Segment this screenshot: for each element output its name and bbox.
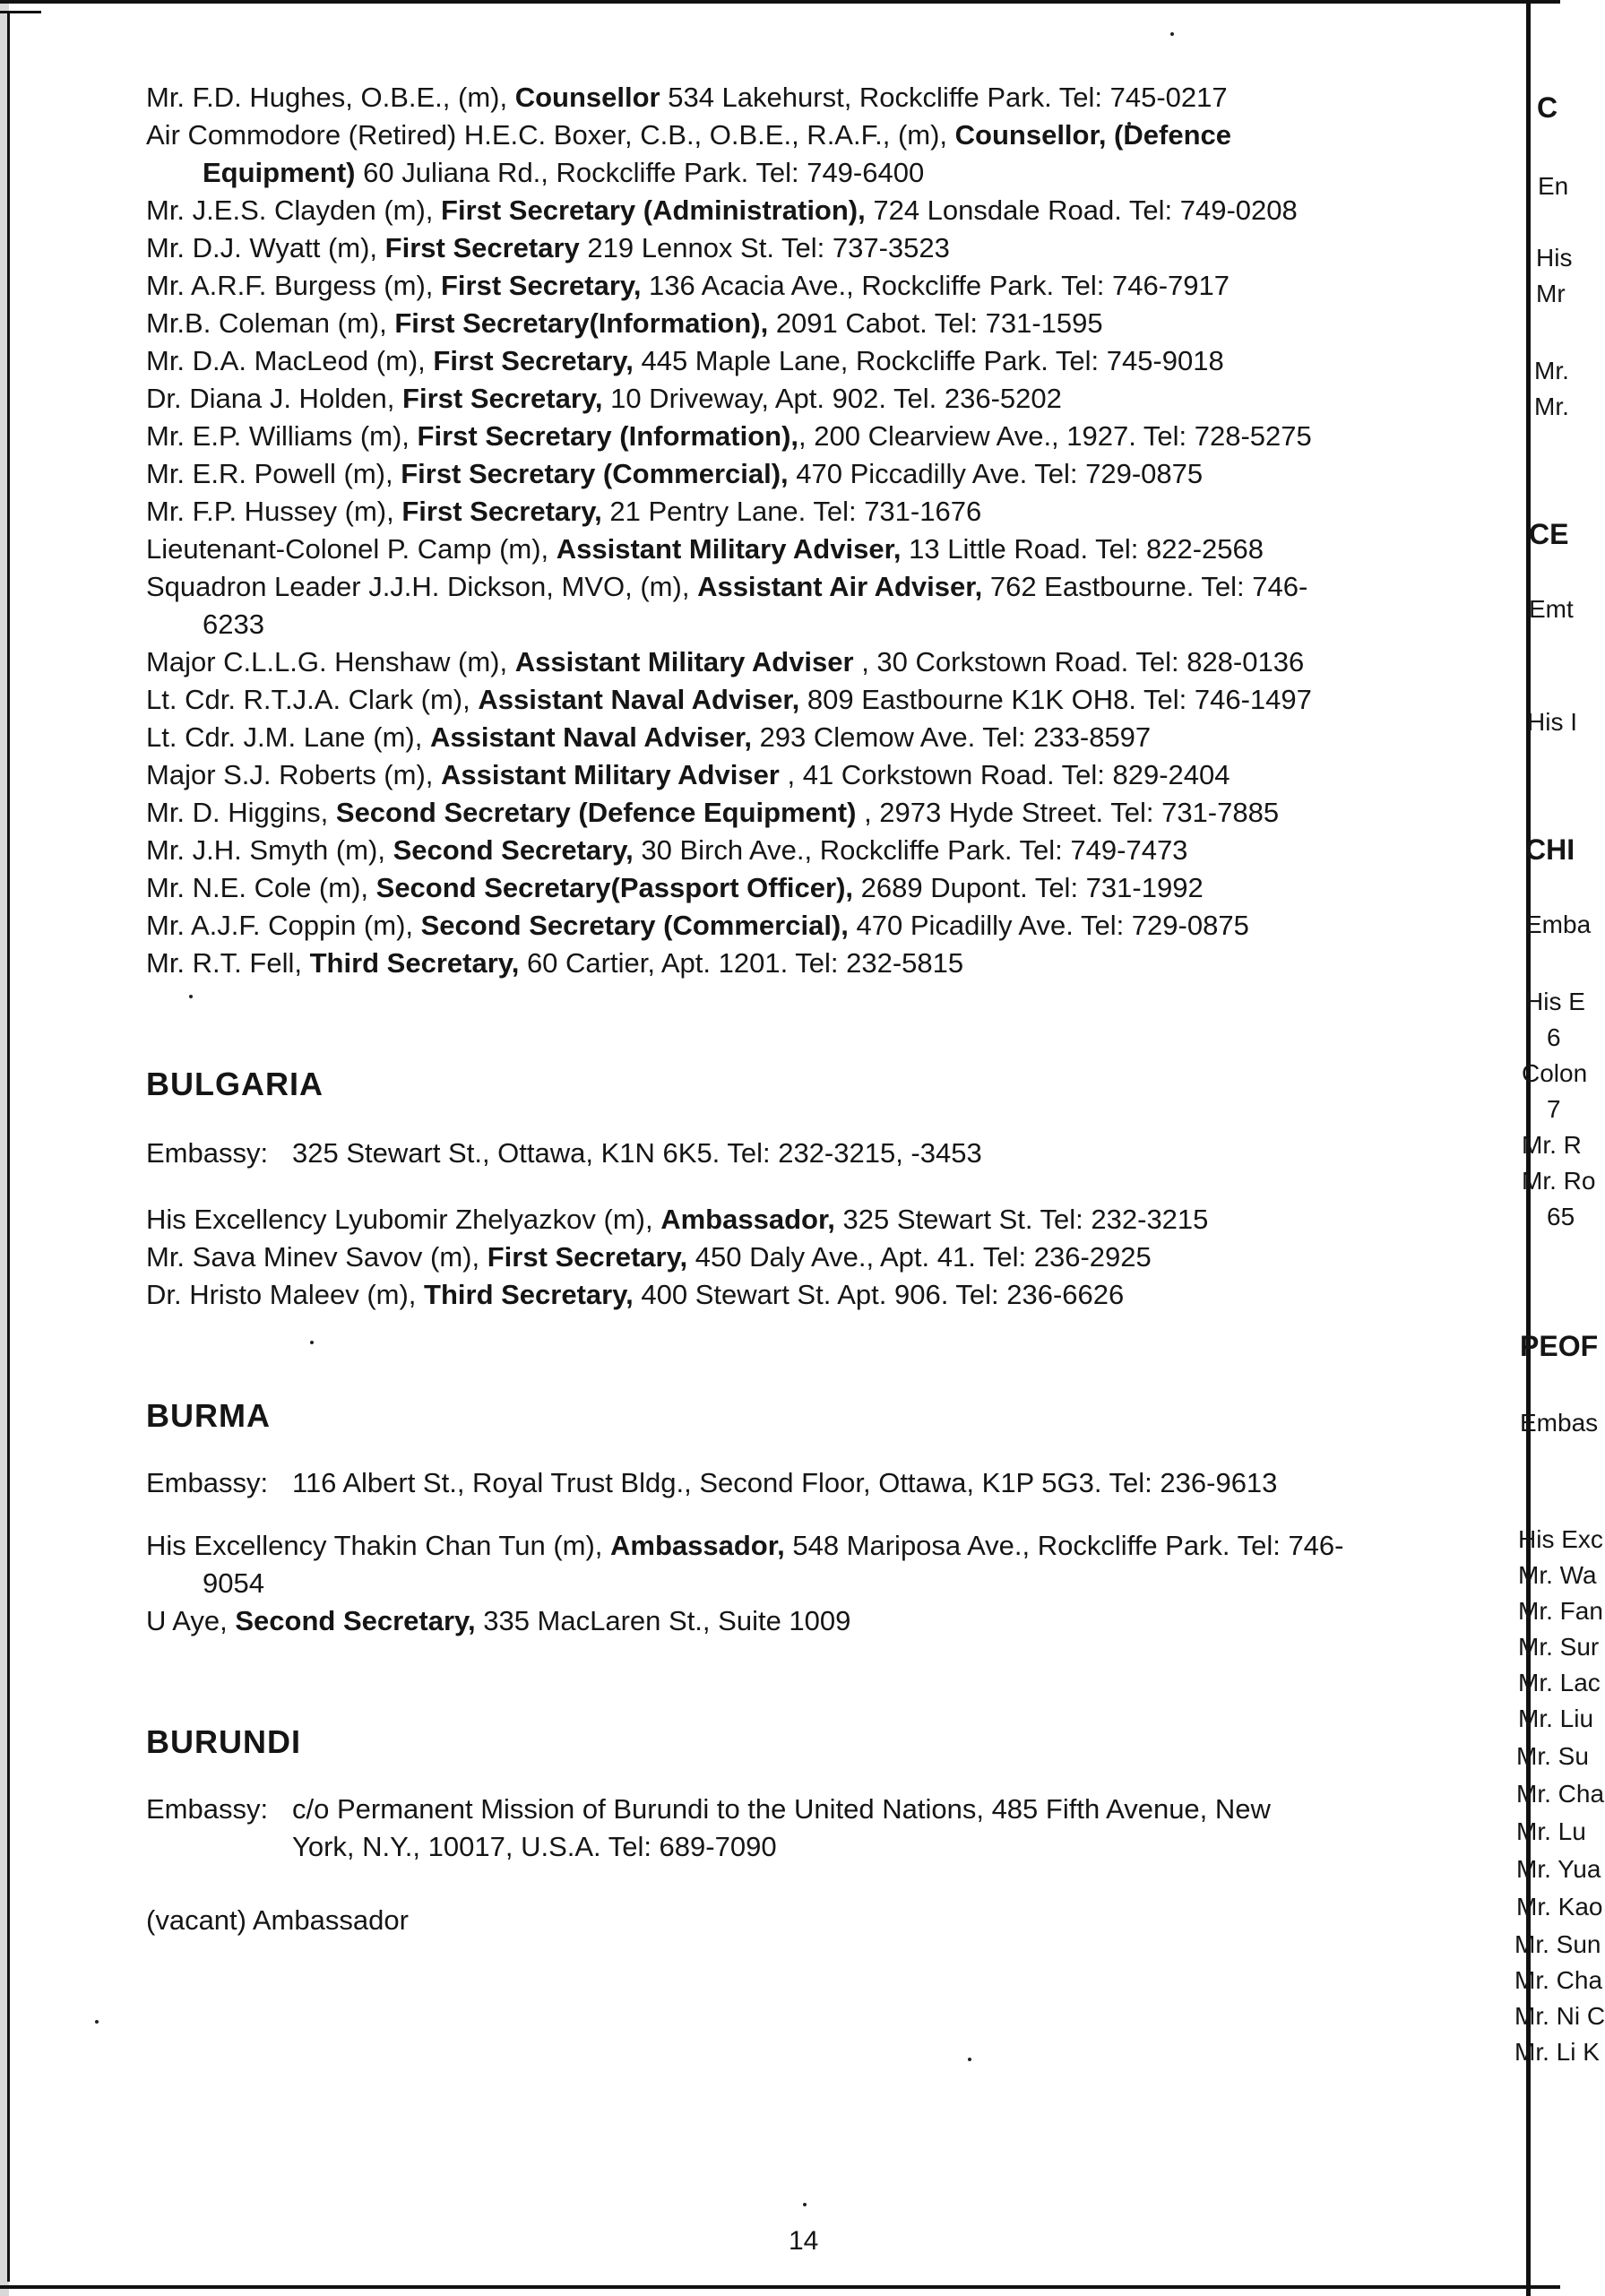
scan-speck <box>95 2020 99 2024</box>
embassy-address-continuation: York, N.Y., 10017, U.S.A. Tel: 689-7090 <box>292 1831 777 1862</box>
staff-list <box>146 1201 1463 1314</box>
adjacent-fragment: Mr. Li K <box>1514 2038 1600 2066</box>
adjacent-fragment: Mr. Sun <box>1514 1930 1601 1958</box>
staff-entry: Mr. J.E.S. Clayden (m), First Secretary (Administration), 724 Lonsdale Road. Tel: 749-0208 <box>146 194 1298 226</box>
section-heading: BURUNDI <box>146 1723 301 1760</box>
staff-entry-continuation: 6233 <box>203 609 264 640</box>
adjacent-fragment: Mr. Cha <box>1516 1780 1605 1808</box>
staff-entry: Mr. A.R.F. Burgess (m), First Secretary, 136 Acacia Ave., Rockcliffe Park. Tel: 746-7917 <box>146 270 1230 301</box>
adjacent-fragment: Mr <box>1536 280 1566 307</box>
staff-entry: Major S.J. Roberts (m), Assistant Military Adviser , 41 Corkstown Road. Tel: 829-2404 <box>146 759 1230 790</box>
adjacent-fragment: 7 <box>1547 1095 1561 1123</box>
staff-entry: Squadron Leader J.J.H. Dickson, MVO, (m), Assistant Air Adviser, 762 Eastbourne. Tel: 746- <box>146 571 1308 602</box>
staff-entry: Dr. Diana J. Holden, First Secretary, 10 Driveway, Apt. 902. Tel. 236-5202 <box>146 383 1062 414</box>
staff-entry: Mr. D.A. MacLeod (m), First Secretary, 445 Maple Lane, Rockcliffe Park. Tel: 745-9018 <box>146 345 1224 376</box>
adjacent-fragment: Colon <box>1522 1059 1588 1087</box>
adjacent-fragment: 6 <box>1547 1023 1561 1051</box>
adjacent-fragment: Embas <box>1520 1409 1599 1437</box>
staff-entry: U Aye, Second Secretary, 335 MacLaren St., Suite 1009 <box>146 1605 851 1636</box>
adjacent-fragment: Mr. Kao <box>1516 1893 1603 1921</box>
adjacent-fragment: Mr. Fan <box>1518 1597 1603 1625</box>
adjacent-fragment: Mr. Yua <box>1516 1855 1601 1883</box>
adjacent-fragment: His <box>1536 244 1573 272</box>
staff-entry-continuation: 9054 <box>203 1567 264 1599</box>
scan-speck <box>803 2203 807 2206</box>
section-burundi <box>146 1722 1463 1939</box>
scan-corner-mark <box>0 0 41 13</box>
section-bulgaria <box>146 1065 1463 1314</box>
scan-speck <box>1170 32 1174 36</box>
staff-entry: Major C.L.L.G. Henshaw (m), Assistant Military Adviser , 30 Corkstown Road. Tel: 828-0136 <box>146 646 1305 678</box>
embassy-address: Embassy: c/o Permanent Mission of Burundi to the United Nations, 485 Fifth Avenue, New <box>146 1793 1271 1825</box>
staff-entry: Dr. Hristo Maleev (m), Third Secretary, 400 Stewart St. Apt. 906. Tel: 236-6626 <box>146 1279 1125 1310</box>
staff-list <box>146 79 1463 982</box>
staff-entry: Mr. Sava Minev Savov (m), First Secretary, 450 Daly Ave., Apt. 41. Tel: 236-2925 <box>146 1241 1152 1273</box>
scan-left-border <box>7 13 10 2282</box>
adjacent-fragment: Mr. Lu <box>1516 1817 1586 1845</box>
staff-entry: Mr. N.E. Cole (m), Second Secretary(Passport Officer), 2689 Dupont. Tel: 731-1992 <box>146 872 1204 903</box>
section-burma <box>146 1396 1463 1640</box>
scan-bottom-border <box>0 2285 1560 2289</box>
section-heading: BURMA <box>146 1397 271 1434</box>
staff-entry: Mr. F.P. Hussey (m), First Secretary, 21 Pentry Lane. Tel: 731-1676 <box>146 496 982 527</box>
staff-entry: Lt. Cdr. R.T.J.A. Clark (m), Assistant Naval Adviser, 809 Eastbourne K1K OH8. Tel: 746-1497 <box>146 684 1312 715</box>
staff-entry: His Excellency Lyubomir Zhelyazkov (m), Ambassador, 325 Stewart St. Tel: 232-3215 <box>146 1204 1209 1235</box>
adjacent-fragment: 65 <box>1547 1203 1575 1230</box>
adjacent-fragment: Mr. Ro <box>1522 1167 1596 1195</box>
staff-entry: His Excellency Thakin Chan Tun (m), Ambassador, 548 Mariposa Ave., Rockcliffe Park. Tel: 746- <box>146 1530 1344 1561</box>
page-number: 14 <box>789 2226 819 2256</box>
vacant-ambassador: (vacant) Ambassador <box>146 1904 409 1936</box>
staff-entry-continuation: Equipment) 60 Juliana Rd., Rockcliffe Park. Tel: 749-6400 <box>203 157 925 188</box>
adjacent-fragment: Mr. Lac <box>1518 1669 1601 1696</box>
adjacent-fragment: Mr. <box>1534 357 1569 384</box>
adjacent-fragment: Mr. Wa <box>1518 1561 1597 1589</box>
staff-entry: Lt. Cdr. J.M. Lane (m), Assistant Naval Adviser, 293 Clemow Ave. Tel: 233-8597 <box>146 721 1152 753</box>
scan-speck <box>968 2058 971 2061</box>
staff-entry: Mr.B. Coleman (m), First Secretary(Information), 2091 Cabot. Tel: 731-1595 <box>146 307 1103 339</box>
adjacent-fragment: Mr. Ni C <box>1514 2002 1605 2030</box>
staff-entry: Lieutenant-Colonel P. Camp (m), Assistant Military Adviser, 13 Little Road. Tel: 822-2568 <box>146 533 1264 565</box>
adjacent-fragment: Mr. <box>1534 393 1569 420</box>
adjacent-fragment: Mr. Liu <box>1518 1705 1594 1732</box>
staff-list <box>146 1527 1463 1640</box>
page-main <box>146 79 1463 1939</box>
staff-entry: Mr. R.T. Fell, Third Secretary, 60 Cartier, Apt. 1201. Tel: 232-5815 <box>146 947 964 979</box>
adjacent-fragment: CHI <box>1525 833 1575 866</box>
adjacent-fragment: Mr. Su <box>1516 1742 1589 1770</box>
adjacent-fragment: CE <box>1529 518 1569 550</box>
adjacent-page-strip <box>1470 0 1605 2296</box>
adjacent-fragment: His E <box>1525 988 1585 1015</box>
staff-entry: Mr. E.R. Powell (m), First Secretary (Commercial), 470 Piccadilly Ave. Tel: 729-0875 <box>146 458 1204 489</box>
adjacent-fragment: Mr. Cha <box>1514 1966 1603 1994</box>
adjacent-fragment: Emt <box>1529 595 1574 623</box>
adjacent-fragment: Mr. R <box>1522 1131 1582 1159</box>
adjacent-fragment: Emba <box>1525 911 1592 938</box>
adjacent-fragment: PEOF <box>1520 1330 1599 1362</box>
adjacent-fragment: C <box>1537 91 1558 124</box>
adjacent-fragment: En <box>1538 172 1569 200</box>
staff-entry: Mr. E.P. Williams (m), First Secretary (Information),, 200 Clearview Ave., 1927. Tel: 728-5275 <box>146 420 1312 452</box>
section-heading: BULGARIA <box>146 1066 324 1102</box>
staff-entry: Air Commodore (Retired) H.E.C. Boxer, C.B., O.B.E., R.A.F., (m), Counsellor, (Defence <box>146 119 1231 151</box>
staff-entry: Mr. A.J.F. Coppin (m), Second Secretary (Commercial), 470 Picadilly Ave. Tel: 729-0875 <box>146 910 1249 941</box>
staff-entry: Mr. F.D. Hughes, O.B.E., (m), Counsellor 534 Lakehurst, Rockcliffe Park. Tel: 745-0217 <box>146 82 1228 113</box>
staff-entry: Mr. D. Higgins, Second Secretary (Defence Equipment) , 2973 Hyde Street. Tel: 731-7885 <box>146 797 1280 828</box>
scan-top-border <box>0 0 1560 4</box>
adjacent-fragment: His I <box>1527 708 1577 736</box>
staff-entry: Mr. J.H. Smyth (m), Second Secretary, 30 Birch Ave., Rockcliffe Park. Tel: 749-7473 <box>146 834 1188 866</box>
adjacent-fragment: Mr. Sur <box>1518 1633 1600 1661</box>
embassy-address: Embassy: 116 Albert St., Royal Trust Bldg., Second Floor, Ottawa, K1P 5G3. Tel: 236-9613 <box>146 1467 1278 1498</box>
staff-entry: Mr. D.J. Wyatt (m), First Secretary 219 Lennox St. Tel: 737-3523 <box>146 232 950 263</box>
embassy-address: Embassy: 325 Stewart St., Ottawa, K1N 6K5. Tel: 232-3215, -3453 <box>146 1137 982 1169</box>
adjacent-fragment: His Exc <box>1518 1525 1603 1553</box>
